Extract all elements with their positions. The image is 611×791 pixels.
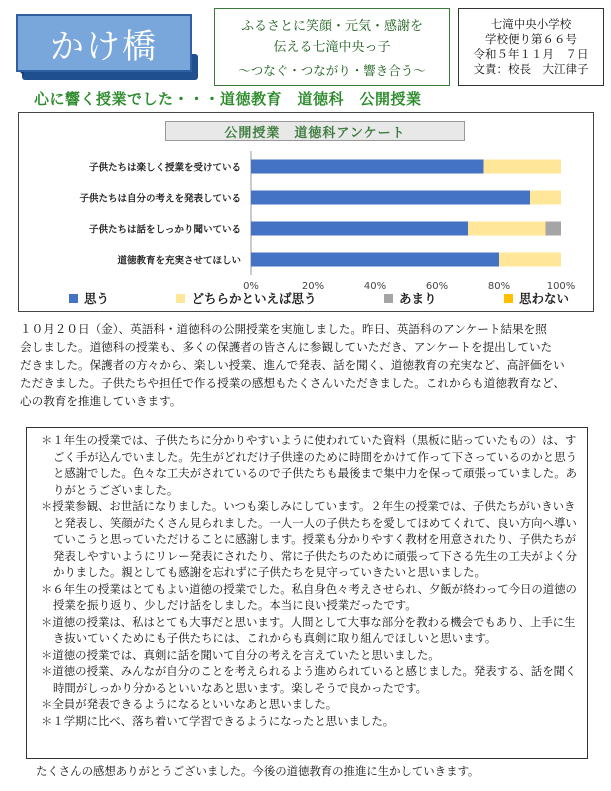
impression-item: ＊全員が発表できるようになるといいなあと思いました。 (41, 697, 338, 711)
bar-segment (499, 253, 561, 267)
chart-legend (69, 289, 569, 307)
issue-date: 令和５年１１月 ７日 (473, 47, 589, 61)
chart-title-box (165, 121, 465, 141)
legend-item (504, 289, 569, 307)
author: 文責：校長 大江律子 (473, 62, 589, 76)
bar-segment (251, 253, 499, 267)
issue-number: 学校便り第６６号 (485, 32, 577, 46)
survey-chart (18, 112, 594, 312)
article-headline: 心に響く授業でした・・・道徳教育 道徳科 公開授業 (34, 90, 422, 108)
report-line: だきました。保護者の方々から、楽しい授業、進んで発表、話を聞く、道徳教育の充実など、高評価をい (20, 358, 565, 372)
impression-item: ＊１学期に比べ、落ち着いて学習できるようになったと思いました。 (41, 713, 395, 728)
legend-swatch (69, 294, 78, 303)
report-line: ただきました。子供たちや担任で作る授業の感想もたくさんいただきました。これからも道徳教育など、 (20, 376, 565, 390)
legend-label: 思う (84, 291, 110, 306)
chart-plot (19, 143, 595, 289)
school-name: 七滝中央小学校 (490, 17, 572, 31)
bar-segment (251, 222, 468, 236)
slogan-line-1: ふるさとに笑顔・元気・感謝を (240, 19, 423, 34)
legend-label: 思わない (518, 291, 569, 306)
category-label: 道徳教育を充実させてほしい (117, 255, 241, 267)
legend-label: あまり (398, 291, 437, 306)
banner-plate (16, 14, 192, 72)
legend-item (69, 289, 109, 307)
bar-segment (251, 160, 484, 174)
x-tick-label: 100% (546, 281, 576, 289)
report-line: 会しました。道徳科の授業も、多くの保護者の皆さんに参観していただき、アンケートを提出していた (20, 340, 553, 354)
slogan-line-3: ～つなぐ・つながり・響き合う～ (238, 63, 426, 78)
legend-item (176, 289, 316, 307)
closing-message: たくさんの感想ありがとうございました。今後の道徳教育の推進に生かしていきます。 (36, 764, 480, 778)
x-tick-label: 60% (425, 281, 449, 289)
impression-item: ＊道徳の授業、みんなが自分のことを考えられるよう進められていると感じました。発表する、話を聞く時間がしっかり分かるといいなあと思います。楽しそうで良かったです。 (41, 664, 577, 695)
bar-segment (530, 191, 561, 205)
x-tick-label: 40% (363, 281, 387, 289)
newsletter-title: かけ橋 (50, 26, 158, 67)
impression-item: ＊道徳の授業では、真剣に話を聞いて自分の考えを言えていたと思いました。 (41, 647, 440, 662)
impression-item: ＊１年生の授業では、子供たちに分かりやすいように使われていた資料（黒板に貼っていたもの）は、すごく手が込んでいました。先生がどれだけ子供達のために時間をかけて作って下さっているのかと思うと感謝でした。色々な工夫がされているので子供たちも最後まで集中力を保って頑張っていました。ありがとうございました。 (41, 433, 577, 497)
parent-impressions-box (26, 427, 588, 759)
category-label: 子供たちは話をしっかり聞いている (88, 224, 241, 236)
chart-title: 公開授業 道徳科アンケート (224, 125, 406, 141)
school-slogan-box (214, 8, 450, 86)
bar-segment (251, 191, 530, 205)
bar-segment (484, 160, 562, 174)
report-line: 心の教育を推進していきます。 (20, 394, 182, 408)
report-paragraph (20, 320, 596, 410)
x-tick-label: 80% (487, 281, 511, 289)
issue-info-box (458, 8, 604, 86)
legend-swatch (504, 294, 513, 303)
bar-segment (546, 222, 562, 236)
category-label: 子供たちは楽しく授業を受けている (88, 162, 241, 174)
x-tick-label: 20% (301, 281, 325, 289)
legend-swatch (384, 294, 393, 303)
legend-swatch (176, 294, 185, 303)
bar-segment (468, 222, 546, 236)
slogan-line-2: 伝える七滝中央っ子 (273, 40, 391, 55)
legend-label: どちらかといえば思う (191, 291, 317, 306)
impression-item: ＊授業参観、お世話になりました。いつも楽しみにしています。２年生の授業では、子供たちがいきいきと発表し、笑顔がたくさん見られました。一人一人の子供たちを愛してほめてくれて、良い方向へ導いていこうと思っていただけることに感謝します。授業も分かりやすく教材を用意されたり、子供たちが発表しやすいようにリレー発表にされたり、常に子供たちのために頑張って下さる先生の工夫がよく分かりました。親としても感謝を忘れずに子供たちを見守っていきたいと思いました。 (41, 499, 577, 579)
report-line: １０月２０日（金）、英語科・道徳科の公開授業を実施しました。昨日、英語科のアンケート結果を照 (20, 322, 547, 336)
legend-item (384, 289, 437, 307)
x-tick-label: 0% (243, 281, 259, 289)
newsletter-title-banner (16, 14, 202, 86)
impression-item: ＊６年生の授業はとてもよい道徳の授業でした。私自身色々考えさせられ、夕飯が終わって今日の道徳の授業を振り返り、少しだけ話をしました。本当に良い授業だったです。 (41, 581, 577, 612)
category-label: 子供たちは自分の考えを発表している (79, 193, 241, 205)
impression-item: ＊道徳の授業は、私はとても大事だと思います。人間として大事な部分を教わる機会でもあり、上手に生き抜いていくためにも子供たちには、これからも真剣に取り組んでほしいと思います。 (41, 614, 576, 645)
